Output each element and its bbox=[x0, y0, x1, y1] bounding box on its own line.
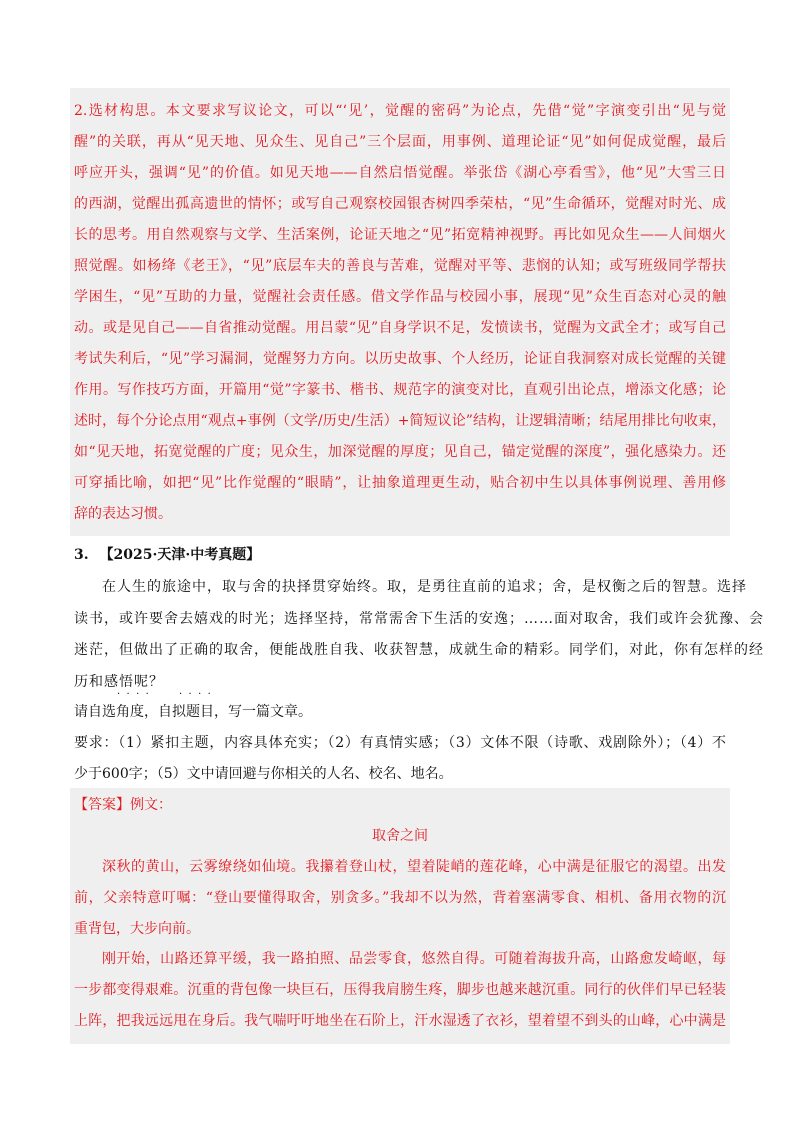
question-instruction bbox=[74, 697, 726, 728]
analysis-line: 长的思考。用自然观察与文学、生活案例，论证天地之“见”拓宽精神视野。再比如见众生——人间烟火 bbox=[74, 227, 726, 243]
prompt-line: 历和感悟呢？ bbox=[74, 673, 164, 690]
essay-line: 一步都变得艰难。沉重的背包像一块巨石，压得我肩膀生疼，脚步也越来越沉重。同行的伙伴们早已轻装 bbox=[74, 982, 726, 998]
question-source: 【2025·天津·中考真题】 bbox=[99, 547, 261, 563]
analysis-line: 2.选材构思。本文要求写议论文，可以“‘见’，觉醒的密码”为论点，先借“觉”字演变引出“见与觉 bbox=[74, 103, 726, 119]
answer-label: 例文： bbox=[130, 797, 172, 813]
essay-paragraph-2 bbox=[74, 944, 726, 1037]
prompt-line: 在人生的旅途中，取与舍的抉择贯穿始终。取，是勇往直前的追求；舍，是权衡之后的智慧。选择 bbox=[102, 579, 747, 595]
analysis-line: 考试失利后，“见”学习漏洞，觉醒努力方向。以历史故事、个人经历，论证自我洞察对成长觉醒的关键 bbox=[74, 351, 726, 367]
emphasis-dots: · · · · bbox=[117, 689, 149, 700]
question-header bbox=[74, 540, 726, 571]
requirements-line: 要求：（1）紧扣主题，内容具体充实；（2）有真情实感；（3）文体不限（诗歌、戏剧除外）；（4）不 bbox=[74, 735, 726, 751]
essay-line: 深秋的黄山，云雾缭绕如仙境。我攥着登山杖，望着陡峭的莲花峰，心中满是征服它的渴望。出发 bbox=[102, 859, 726, 875]
analysis-line: 呼应开头，强调“见”的价值。如见天地——自然启悟觉醒。举张岱《湖心亭看雪》，他“见”大雪三日 bbox=[74, 165, 726, 181]
essay-paragraph-1 bbox=[74, 852, 726, 945]
emphasis-dots: · · · · bbox=[179, 689, 211, 700]
essay-title: 取舍之间 bbox=[372, 828, 428, 844]
question-number: 3. bbox=[74, 547, 89, 563]
analysis-line: 可穿插比喻，如把“见”比作觉醒的“眼睛”，让抽象道理更生动，贴合初中生以具体事例说理、善用修 bbox=[74, 475, 726, 491]
analysis-line: 作用。写作技巧方面，开篇用“觉”字篆书、楷书、规范字的演变对比，直观引出论点，增添文化感；论 bbox=[74, 382, 726, 398]
answer-header bbox=[74, 790, 726, 821]
prompt-line: 迷茫，但做出了正确的取舍，便能战胜自我、收获智慧，成就生命的精彩。同学们，对此，你有怎样的经 bbox=[74, 642, 764, 658]
analysis-line: 辞的表达习惯。 bbox=[74, 506, 172, 522]
analysis-line: 学困生，“见”互助的力量，觉醒社会责任感。借文学作品与校园小事，展现“见”众生百态对心灵的触 bbox=[74, 289, 726, 305]
question-requirements bbox=[74, 728, 726, 790]
answer-tag: 【答案】 bbox=[74, 797, 130, 813]
analysis-paragraph bbox=[74, 96, 726, 530]
analysis-line: 的西湖，觉醒出孤高遗世的情怀；或写自己观察校园银杏树四季荣枯，“见”生命循环，觉醒对时光、成 bbox=[74, 196, 726, 212]
analysis-line: 照觉醒。如杨绛《老王》，“见”底层车夫的善良与苦难，觉醒对平等、悲悯的认知；或写班级同学帮扶 bbox=[74, 258, 726, 274]
essay-line: 重背包，大步向前。 bbox=[74, 921, 200, 937]
prompt-line: 读书，或许要舍去嬉戏的时光；选择坚持，常常需舍下生活的安逸；……面对取舍，我们或许会犹豫、会 bbox=[74, 610, 764, 627]
instruction-text: 请自选角度，自拟题目，写一篇文章。 bbox=[74, 704, 312, 720]
requirements-line: 少于600字；（5）文中请回避与你相关的人名、校名、地名。 bbox=[74, 766, 453, 782]
essay-line: 上阵，把我远远甩在身后。我气喘吁吁地坐在石阶上，汗水湿透了衣衫，望着望不到头的山峰，心中满是 bbox=[74, 1013, 726, 1029]
essay-line: 刚开始，山路还算平缓，我一路拍照、品尝零食，悠然自得。可随着海拔升高，山路愈发崎岖，每 bbox=[102, 951, 726, 967]
question-prompt bbox=[74, 572, 764, 698]
analysis-line: 述时，每个分论点用“观点+事例（文学/历史/生活）+简短议论”结构，让逻辑清晰；结尾用排比句收束， bbox=[74, 413, 726, 429]
analysis-line: 动。或是见自己——自省推动觉醒。用吕蒙“见”自身学识不足，发愤读书，觉醒为文武全才；或写自己 bbox=[74, 320, 726, 336]
analysis-line: 醒”的关联，再从“见天地、见众生、见自己”三个层面，用事例、道理论证“见”如何促成觉醒，最后 bbox=[74, 134, 726, 150]
essay-line: 前，父亲特意叮嘱：“登山要懂得取舍，别贪多。”我却不以为然，背着塞满零食、相机、备用衣物的沉 bbox=[74, 890, 726, 906]
analysis-line: 如“见天地，拓宽觉醒的广度；见众生，加深觉醒的厚度；见自己，锚定觉醒的深度”，强化感染力。还 bbox=[74, 444, 726, 460]
